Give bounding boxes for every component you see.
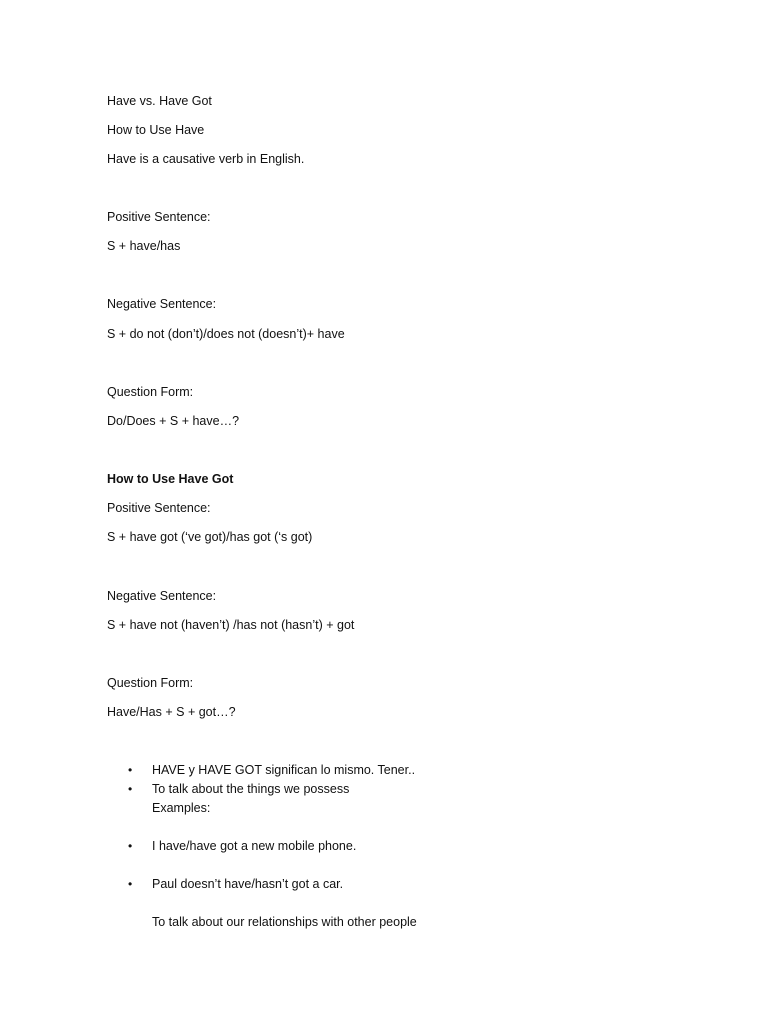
section2-heading: How to Use Have Got [107,472,234,486]
section2-positive-formula: S + have got (‘ve got)/has got (‘s got) [107,530,313,544]
list-item: HAVE y HAVE GOT significan lo mismo. Tener.. [152,763,416,777]
section2-negative-label: Negative Sentence: [107,589,217,603]
section1-heading: How to Use Have [107,123,205,137]
bullet-icon: • [128,763,133,777]
document-title: Have vs. Have Got [107,94,212,108]
bullet-icon: • [128,839,133,853]
bullet-icon: • [128,877,133,891]
examples-label: Examples: [152,801,211,815]
bullet-icon: • [128,782,133,796]
section1-positive-label: Positive Sentence: [107,210,211,224]
section1-question-label: Question Form: [107,385,194,399]
section2-question-formula: Have/Has + S + got…? [107,705,236,719]
list-item: To talk about the things we possess [152,782,350,796]
section1-positive-formula: S + have/has [107,239,181,253]
list-item: I have/have got a new mobile phone. [152,839,357,853]
section2-question-label: Question Form: [107,676,194,690]
section1-question-formula: Do/Does + S + have…? [107,414,240,428]
section1-negative-label: Negative Sentence: [107,297,217,311]
list-item: Paul doesn’t have/hasn’t got a car. [152,877,344,891]
trailing-text: To talk about our relationships with other people [152,915,417,929]
section2-negative-formula: S + have not (haven’t) /has not (hasn’t) + got [107,618,355,632]
section1-negative-formula: S + do not (don’t)/does not (doesn’t)+ have [107,327,345,341]
section1-intro: Have is a causative verb in English. [107,152,305,166]
section2-positive-label: Positive Sentence: [107,501,211,515]
